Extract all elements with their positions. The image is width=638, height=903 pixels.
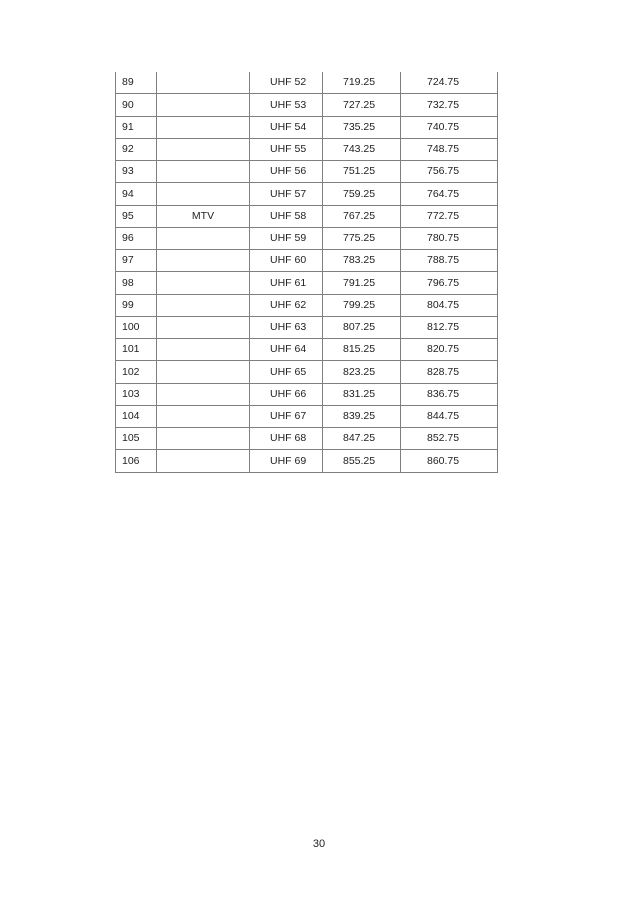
- station-name-cell: [157, 161, 250, 183]
- audio-frequency-cell: 812.75: [401, 316, 498, 338]
- channel-number-cell: 105: [116, 428, 157, 450]
- station-name-cell: [157, 227, 250, 249]
- table-row: [116, 161, 498, 183]
- audio-frequency-cell: 804.75: [401, 294, 498, 316]
- audio-frequency-cell: 788.75: [401, 250, 498, 272]
- uhf-channel-cell: UHF 62: [250, 294, 323, 316]
- audio-frequency-cell: 860.75: [401, 450, 498, 472]
- video-frequency-cell: 823.25: [323, 361, 401, 383]
- video-frequency-cell: 767.25: [323, 205, 401, 227]
- channel-number-cell: 96: [116, 227, 157, 249]
- station-name-cell: [157, 339, 250, 361]
- table-row: [116, 383, 498, 405]
- uhf-channel-cell: UHF 59: [250, 227, 323, 249]
- channel-number-cell: 89: [116, 72, 157, 94]
- audio-frequency-cell: 748.75: [401, 138, 498, 160]
- audio-frequency-cell: 796.75: [401, 272, 498, 294]
- uhf-channel-cell: UHF 68: [250, 428, 323, 450]
- uhf-channel-cell: UHF 60: [250, 250, 323, 272]
- uhf-channel-cell: UHF 61: [250, 272, 323, 294]
- uhf-channel-cell: UHF 53: [250, 94, 323, 116]
- uhf-channel-cell: UHF 63: [250, 316, 323, 338]
- audio-frequency-cell: 780.75: [401, 227, 498, 249]
- uhf-channel-cell: UHF 54: [250, 116, 323, 138]
- station-name-cell: [157, 405, 250, 427]
- table-row: [116, 205, 498, 227]
- channel-number-cell: 100: [116, 316, 157, 338]
- uhf-channel-cell: UHF 69: [250, 450, 323, 472]
- audio-frequency-cell: 740.75: [401, 116, 498, 138]
- uhf-channel-cell: UHF 66: [250, 383, 323, 405]
- video-frequency-cell: 727.25: [323, 94, 401, 116]
- station-name-cell: [157, 250, 250, 272]
- table-row: [116, 405, 498, 427]
- audio-frequency-cell: 764.75: [401, 183, 498, 205]
- table-row: [116, 428, 498, 450]
- station-name-cell: [157, 183, 250, 205]
- video-frequency-cell: 751.25: [323, 161, 401, 183]
- uhf-channel-cell: UHF 67: [250, 405, 323, 427]
- table-row: [116, 450, 498, 472]
- station-name-cell: [157, 72, 250, 94]
- channel-number-cell: 104: [116, 405, 157, 427]
- video-frequency-cell: 807.25: [323, 316, 401, 338]
- video-frequency-cell: 719.25: [323, 72, 401, 94]
- station-name-cell: [157, 272, 250, 294]
- audio-frequency-cell: 828.75: [401, 361, 498, 383]
- table-row: [116, 294, 498, 316]
- channel-number-cell: 99: [116, 294, 157, 316]
- audio-frequency-cell: 772.75: [401, 205, 498, 227]
- table-row: [116, 138, 498, 160]
- audio-frequency-cell: 844.75: [401, 405, 498, 427]
- station-name-cell: [157, 316, 250, 338]
- channel-number-cell: 106: [116, 450, 157, 472]
- channel-number-cell: 93: [116, 161, 157, 183]
- table-row: [116, 72, 498, 94]
- uhf-channel-cell: UHF 65: [250, 361, 323, 383]
- channel-number-cell: 94: [116, 183, 157, 205]
- station-name-cell: MTV: [157, 205, 250, 227]
- station-name-cell: [157, 294, 250, 316]
- table-row: [116, 272, 498, 294]
- uhf-channel-cell: UHF 56: [250, 161, 323, 183]
- uhf-channel-cell: UHF 58: [250, 205, 323, 227]
- audio-frequency-cell: 852.75: [401, 428, 498, 450]
- station-name-cell: [157, 428, 250, 450]
- table-row: [116, 339, 498, 361]
- uhf-channel-cell: UHF 52: [250, 72, 323, 94]
- video-frequency-cell: 743.25: [323, 138, 401, 160]
- station-name-cell: [157, 383, 250, 405]
- station-name-cell: [157, 116, 250, 138]
- uhf-channel-cell: UHF 55: [250, 138, 323, 160]
- video-frequency-cell: 783.25: [323, 250, 401, 272]
- table-row: [116, 183, 498, 205]
- channel-number-cell: 91: [116, 116, 157, 138]
- table-row: [116, 316, 498, 338]
- video-frequency-cell: 791.25: [323, 272, 401, 294]
- channel-number-cell: 95: [116, 205, 157, 227]
- audio-frequency-cell: 836.75: [401, 383, 498, 405]
- video-frequency-cell: 775.25: [323, 227, 401, 249]
- video-frequency-cell: 839.25: [323, 405, 401, 427]
- station-name-cell: [157, 361, 250, 383]
- table-row: [116, 116, 498, 138]
- audio-frequency-cell: 756.75: [401, 161, 498, 183]
- table-body: [116, 72, 498, 472]
- video-frequency-cell: 735.25: [323, 116, 401, 138]
- video-frequency-cell: 799.25: [323, 294, 401, 316]
- table-row: [116, 361, 498, 383]
- station-name-cell: [157, 94, 250, 116]
- video-frequency-cell: 847.25: [323, 428, 401, 450]
- audio-frequency-cell: 732.75: [401, 94, 498, 116]
- uhf-channel-cell: UHF 64: [250, 339, 323, 361]
- channel-number-cell: 102: [116, 361, 157, 383]
- station-name-cell: [157, 138, 250, 160]
- channel-number-cell: 92: [116, 138, 157, 160]
- video-frequency-cell: 831.25: [323, 383, 401, 405]
- table-row: [116, 227, 498, 249]
- video-frequency-cell: 855.25: [323, 450, 401, 472]
- page-number: 30: [312, 838, 326, 850]
- table-row: [116, 250, 498, 272]
- audio-frequency-cell: 820.75: [401, 339, 498, 361]
- channel-number-cell: 90: [116, 94, 157, 116]
- uhf-channel-cell: UHF 57: [250, 183, 323, 205]
- audio-frequency-cell: 724.75: [401, 72, 498, 94]
- channel-number-cell: 98: [116, 272, 157, 294]
- station-name-cell: [157, 450, 250, 472]
- video-frequency-cell: 815.25: [323, 339, 401, 361]
- channel-number-cell: 101: [116, 339, 157, 361]
- channel-number-cell: 97: [116, 250, 157, 272]
- channel-number-cell: 103: [116, 383, 157, 405]
- channel-frequency-table: [115, 72, 498, 473]
- video-frequency-cell: 759.25: [323, 183, 401, 205]
- table-row: [116, 94, 498, 116]
